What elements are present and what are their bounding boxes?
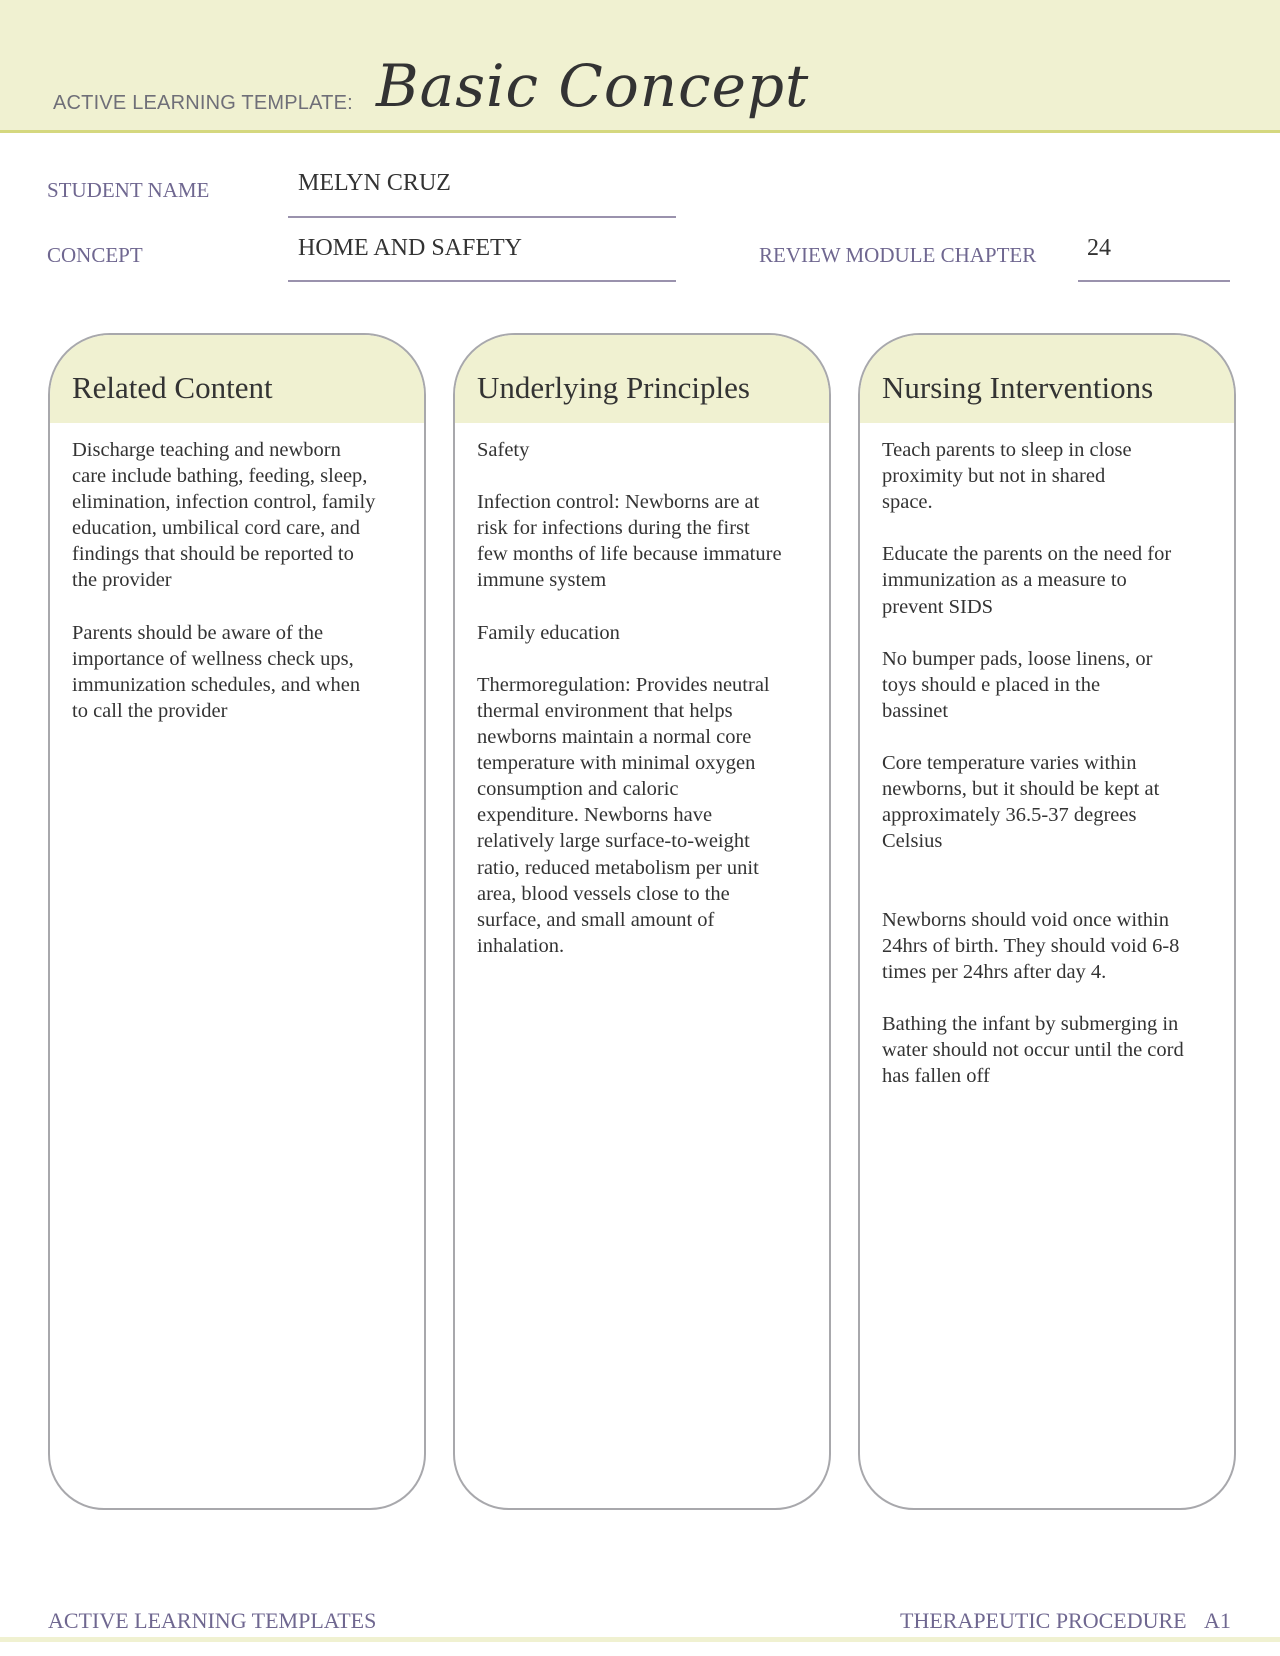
box-body-text[interactable]: Discharge teaching and newborn care include bathing, feeding, sleep, elimination, infection control, family education, umbilical cord care, and findings that should be reported to the provider Parents should be aware of the importance of wellness check ups, immunization schedules, and when to call the provider	[72, 439, 376, 722]
review-chapter-underline	[1078, 280, 1230, 282]
student-name-field[interactable]: MELYN CRUZ	[298, 170, 451, 196]
template-label: ACTIVE LEARNING TEMPLATE:	[53, 92, 353, 114]
footer-left: ACTIVE LEARNING TEMPLATES	[48, 1608, 377, 1633]
box-body-text[interactable]: Safety Infection control: Newborns are at risk for infections during the first few months of life because immature immune system Family education Thermoregulation: Provides neutral thermal environment that helps newborns maintain a normal core temperature with minimal oxygen consumption and caloric expenditure. Newborns have relatively large surface-to-weight ratio, reduced metabolism per unit area, blood vessels close to the surface, and small amount of inhalation.	[477, 439, 782, 957]
footer-bar	[0, 1637, 1280, 1642]
box-title: Underlying Principles	[477, 370, 750, 405]
review-chapter-field[interactable]: 24	[1087, 235, 1111, 261]
box-body-text[interactable]: Teach parents to sleep in close proximity but not in shared space. Educate the parents on the need for immunization as a measure to prevent SIDS No bumper pads, loose linens, or toys should e placed in the bassinet Core temperature varies within newborns, but it should be kept at approximately 36.5-37 degrees Celsius Newborns should void once within 24hrs of birth. They should void 6-8 times per 24hrs after day 4. Bathing the infant by submerging in water should not occur until the cord has fallen off	[882, 439, 1184, 1088]
concept-label: CONCEPT	[47, 243, 143, 267]
concept-underline	[288, 280, 676, 282]
student-name-label: STUDENT NAME	[47, 178, 210, 202]
nursing-interventions-box	[858, 333, 1236, 1510]
footer-page: A1	[1204, 1608, 1231, 1633]
concept-field[interactable]: HOME AND SAFETY	[298, 235, 523, 261]
underlying-principles-box	[453, 333, 831, 1510]
related-content-box	[48, 333, 426, 1510]
box-title: Nursing Interventions	[882, 370, 1154, 405]
page-title: Basic Concept	[376, 52, 810, 120]
footer-right: THERAPEUTIC PROCEDURE	[900, 1608, 1187, 1633]
review-chapter-label: REVIEW MODULE CHAPTER	[759, 243, 1037, 267]
box-title: Related Content	[72, 370, 273, 405]
student-name-underline	[288, 216, 676, 218]
